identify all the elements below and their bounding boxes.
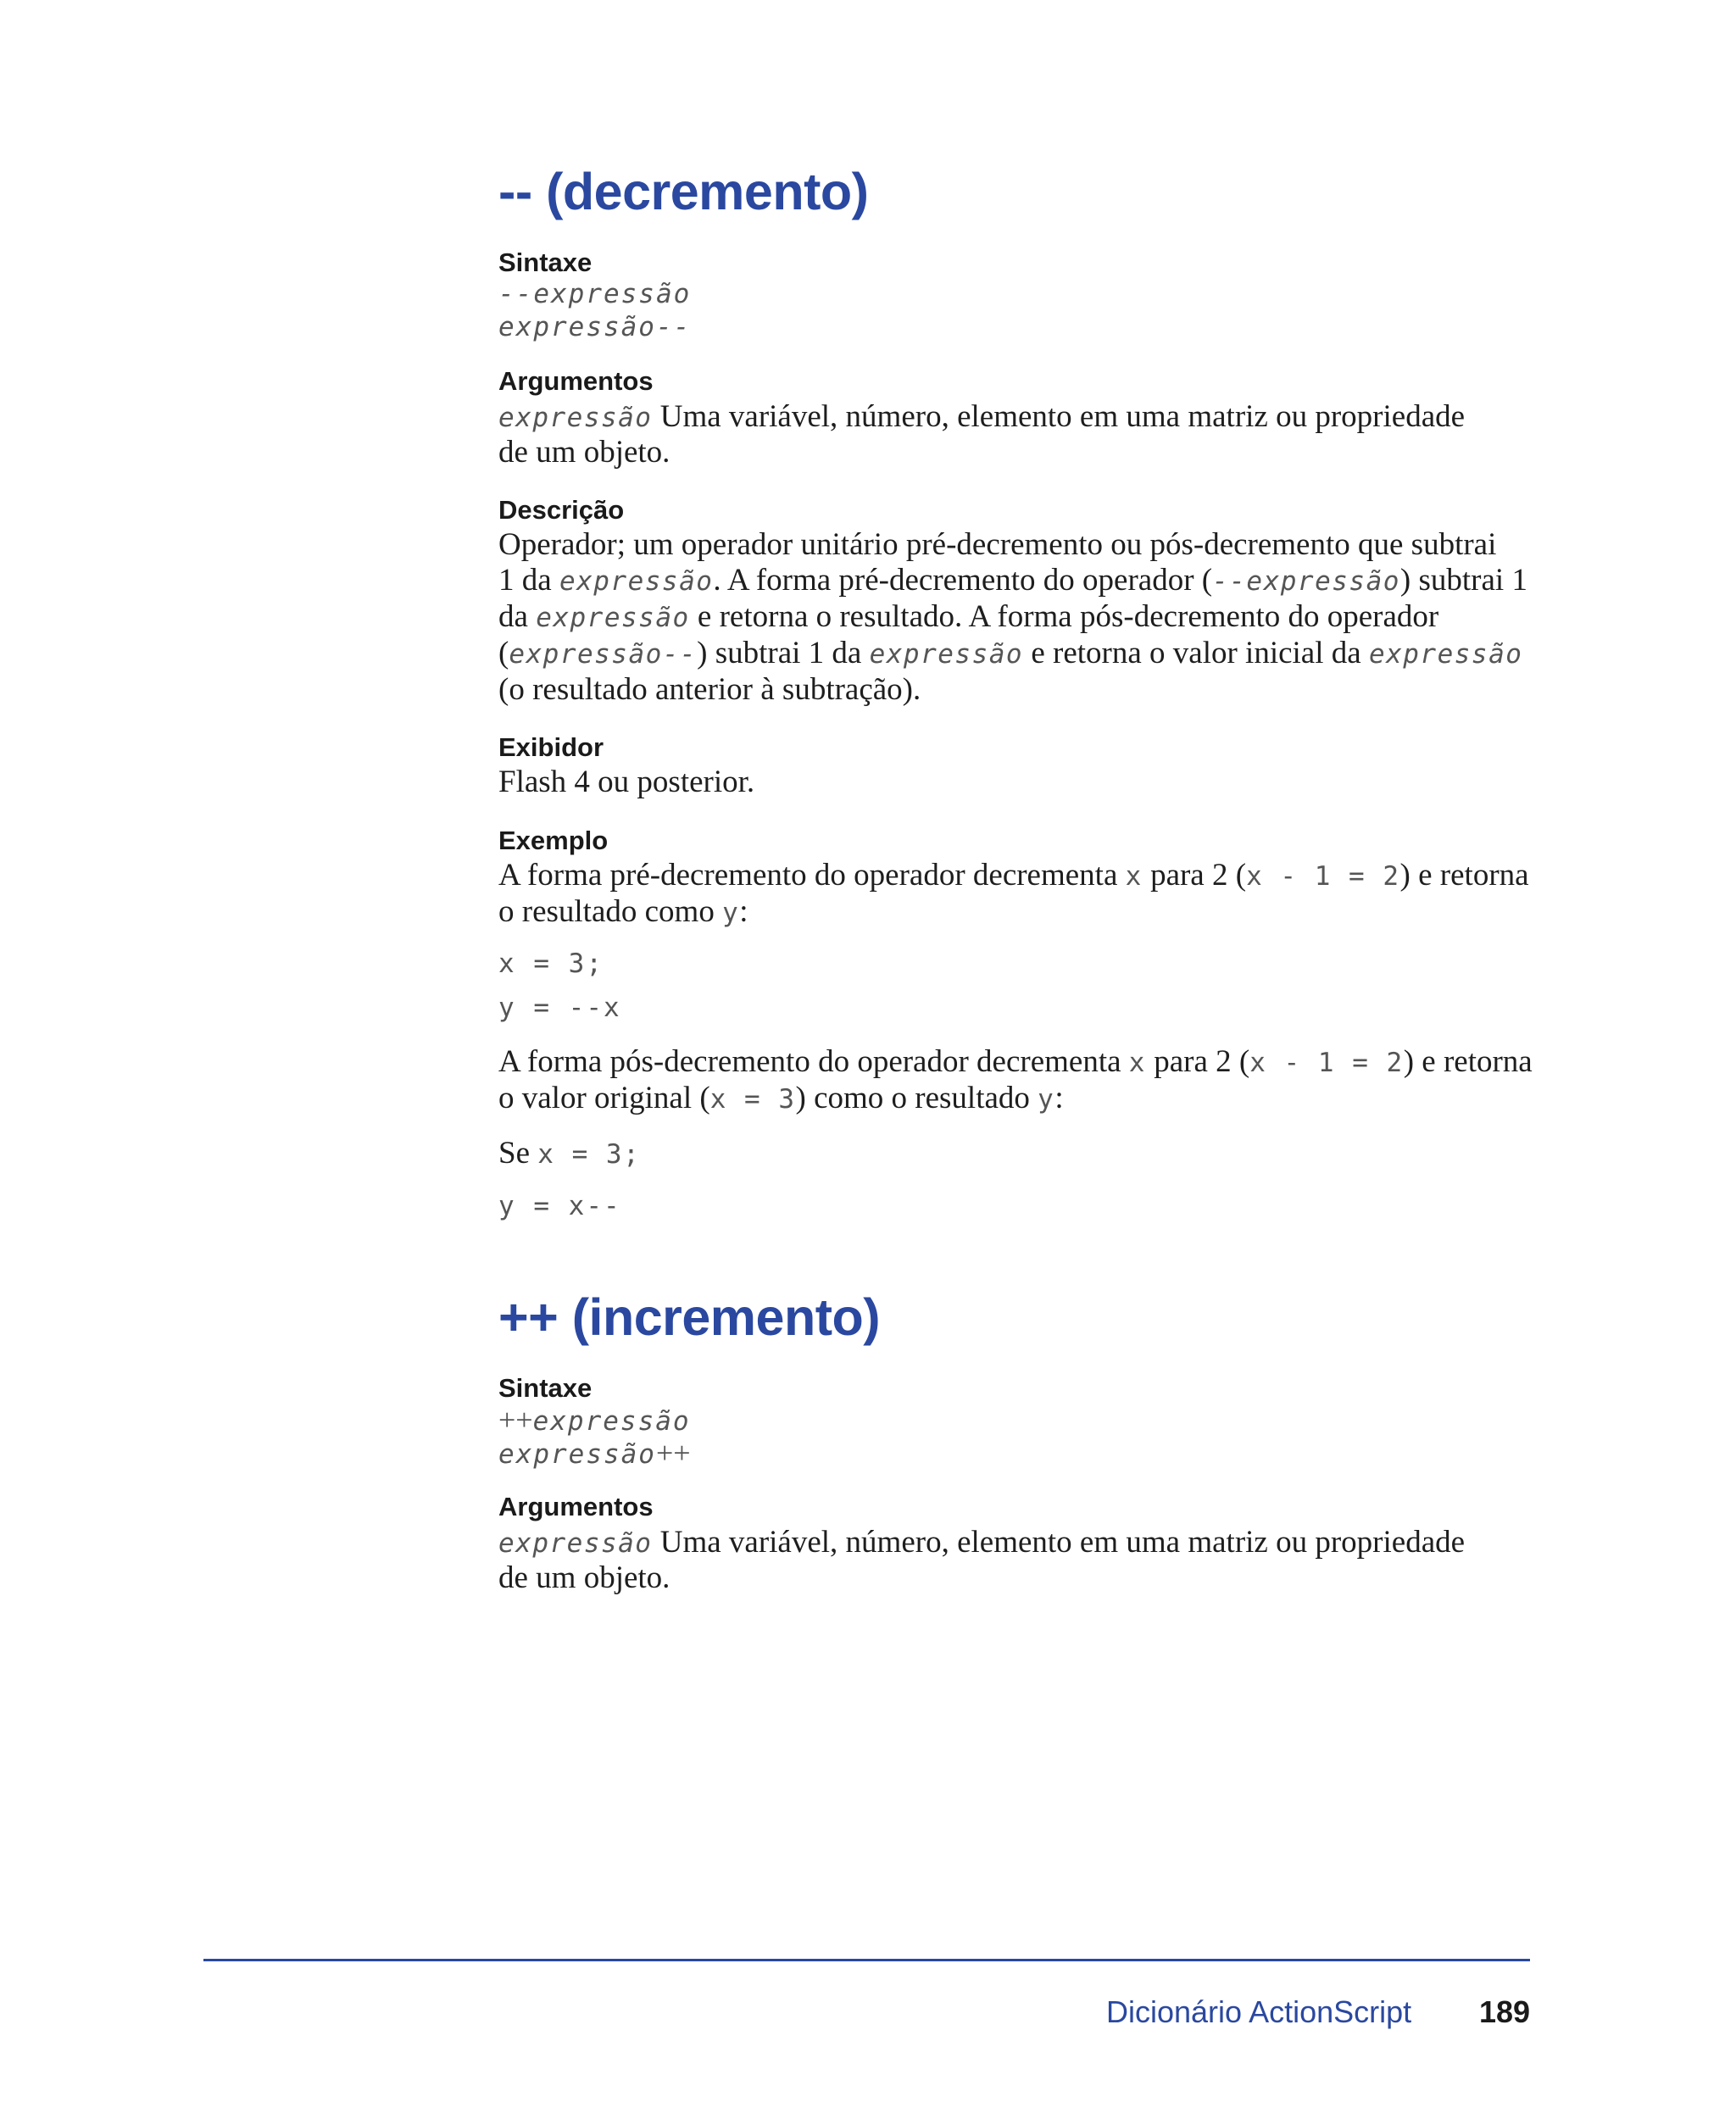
section-title-decremento: -- (decremento)	[498, 163, 869, 220]
ex-text: o resultado como	[498, 894, 723, 929]
argumentos-text-l2: de um objeto.	[498, 1560, 670, 1595]
code-line: y = --x	[498, 993, 621, 1023]
code-term: y	[722, 898, 740, 928]
sintaxe-heading: Sintaxe	[498, 247, 593, 277]
sintaxe-line: expressão--	[498, 312, 692, 342]
ex-line	[498, 858, 1533, 894]
code-line: x = 3;	[498, 948, 604, 979]
desc-line	[498, 527, 1533, 563]
ex-line	[498, 894, 1533, 931]
section-title-incremento: ++ (incremento)	[498, 1288, 881, 1346]
ex-text: A forma pré-decremento do operador decrementa	[498, 858, 1126, 893]
se-line	[498, 1136, 1533, 1172]
argumentos-text-l2: de um objeto.	[498, 435, 670, 470]
code-term: expressão--	[509, 639, 698, 670]
page-number: 189	[1479, 1994, 1531, 2029]
exemplo-heading: Exemplo	[498, 826, 609, 855]
code-term: x = 3	[709, 1084, 796, 1115]
code-term: x = 3;	[537, 1139, 641, 1170]
ex-text: para 2 (	[1145, 1044, 1250, 1079]
desc-text: ) subtrai 1 da	[697, 636, 870, 670]
descricao-heading: Descrição	[498, 495, 625, 525]
code-term: expressão	[498, 1439, 656, 1470]
ex-line	[498, 1081, 1533, 1117]
argumentos-text	[498, 1525, 1533, 1561]
code-term: --expressão	[1212, 566, 1400, 597]
code-term: x	[1125, 861, 1143, 892]
desc-text: e retorna o resultado. A forma pós-decremento do operador	[689, 599, 1439, 634]
ex-text: ) e retorna	[1399, 858, 1529, 893]
descricao-paragraph	[498, 527, 1533, 708]
argumentos-text-l1: Uma variável, número, elemento em uma matriz ou propriedade	[659, 1525, 1466, 1560]
argumentos-text-l1: Uma variável, número, elemento em uma matriz ou propriedade	[659, 399, 1466, 434]
ex-text: para 2 (	[1142, 858, 1247, 893]
code-term: x - 1 = 2	[1249, 1048, 1404, 1078]
exibidor-heading: Exibidor	[498, 732, 604, 762]
se-word: Se	[498, 1136, 538, 1171]
code-term: expressão	[559, 566, 714, 597]
desc-line	[498, 636, 1533, 672]
ex-text: :	[739, 894, 748, 929]
operator-text: ++	[498, 1403, 533, 1437]
footer-section-title: Dicionário ActionScript	[1106, 1994, 1412, 2029]
sintaxe-line	[498, 1404, 1533, 1438]
code-term: expressão	[498, 1528, 653, 1559]
operator-text: ++	[655, 1436, 691, 1470]
desc-line	[498, 672, 1533, 708]
ex-text: ) como o resultado	[795, 1081, 1038, 1115]
desc-text: (	[498, 636, 509, 670]
desc-text: . A forma pré-decremento do operador (	[713, 563, 1213, 598]
code-term: expressão	[498, 403, 653, 433]
exemplo-paragraph-1	[498, 858, 1533, 931]
ex-text: o valor original (	[498, 1081, 710, 1115]
argumentos-text	[498, 399, 1533, 436]
code-term: y	[1038, 1084, 1055, 1115]
code-term: expressão	[869, 639, 1024, 670]
code-term: x	[1128, 1048, 1146, 1078]
sintaxe-heading: Sintaxe	[498, 1373, 593, 1403]
argumentos-heading: Argumentos	[498, 366, 654, 396]
ex-text: A forma pós-decremento do operador decrementa	[498, 1044, 1129, 1079]
exemplo-paragraph-2	[498, 1044, 1533, 1117]
code-term: expressão	[1368, 639, 1523, 670]
argumentos-heading: Argumentos	[498, 1492, 654, 1521]
exibidor-text: Flash 4 ou posterior.	[498, 765, 755, 799]
desc-text: e retorna o valor inicial da	[1023, 636, 1369, 670]
ex-text: :	[1054, 1081, 1064, 1115]
desc-text: da	[498, 599, 537, 634]
sintaxe-line: --expressão	[498, 279, 692, 309]
code-term: x - 1 = 2	[1246, 861, 1400, 892]
ex-line	[498, 1044, 1533, 1081]
desc-text: 1 da	[498, 563, 559, 598]
code-term: expressão	[532, 1406, 691, 1437]
desc-text: (o resultado anterior à subtração).	[498, 672, 921, 707]
code-term: expressão	[536, 603, 690, 633]
desc-line	[498, 599, 1533, 636]
code-line: y = x--	[498, 1191, 621, 1221]
sintaxe-line	[498, 1437, 1533, 1471]
desc-text: Operador; um operador unitário pré-decremento ou pós-decremento que subtrai	[498, 527, 1497, 562]
footer-rule	[203, 1959, 1530, 1961]
ex-text: ) e retorna	[1403, 1044, 1533, 1079]
desc-line	[498, 563, 1533, 599]
desc-text: ) subtrai 1	[1399, 563, 1527, 598]
